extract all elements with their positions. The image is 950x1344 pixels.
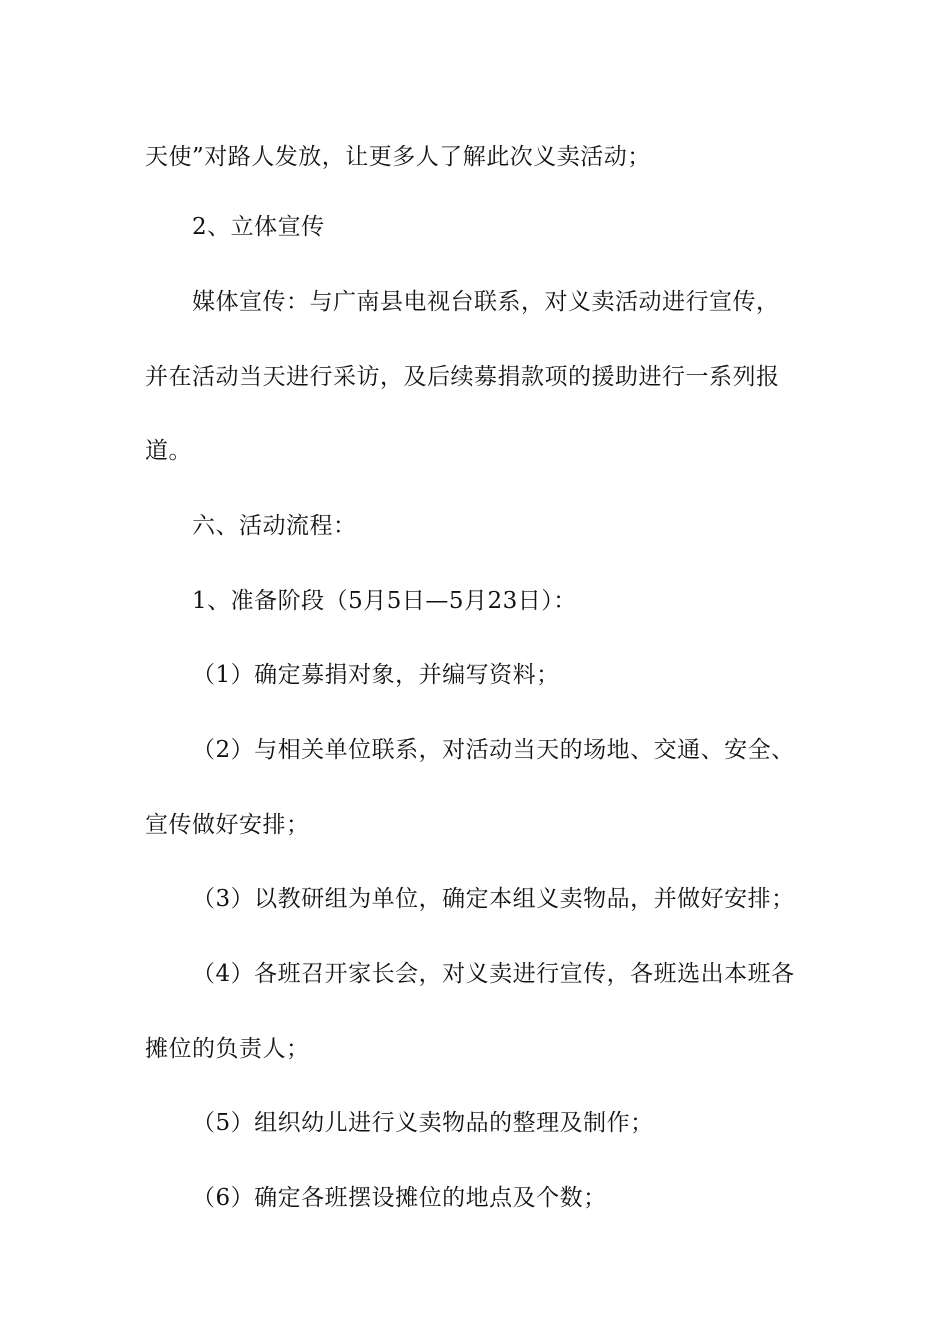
list-item: （6）确定各班摆设摊位的地点及个数； (192, 1185, 607, 1211)
list-item: （2）与相关单位联系，对活动当天的场地、交通、安全、 (192, 737, 795, 763)
text-line: 道。 (145, 438, 192, 464)
text-line: 并在活动当天进行采访，及后续募捐款项的援助进行一系列报 (145, 364, 780, 390)
text-line: 摊位的负责人； (145, 1036, 310, 1062)
text-line: 媒体宣传：与广南县电视台联系，对义卖活动进行宣传， (192, 289, 780, 315)
section-heading: 2、立体宣传 (192, 214, 325, 240)
list-item: （1）确定募捐对象，并编写资料； (192, 662, 560, 688)
list-item: （5）组织幼儿进行义卖物品的整理及制作； (192, 1110, 654, 1136)
text-line: 天使”对路人发放，让更多人了解此次义卖活动； (145, 144, 651, 170)
text-line: 宣传做好安排； (145, 812, 310, 838)
section-heading: 1、准备阶段（5月5日—5月23日）： (192, 588, 577, 614)
list-item: （3）以教研组为单位，确定本组义卖物品，并做好安排； (192, 886, 795, 912)
section-heading: 六、活动流程： (192, 513, 357, 539)
list-item: （4）各班召开家长会，对义卖进行宣传，各班选出本班各 (192, 961, 795, 987)
